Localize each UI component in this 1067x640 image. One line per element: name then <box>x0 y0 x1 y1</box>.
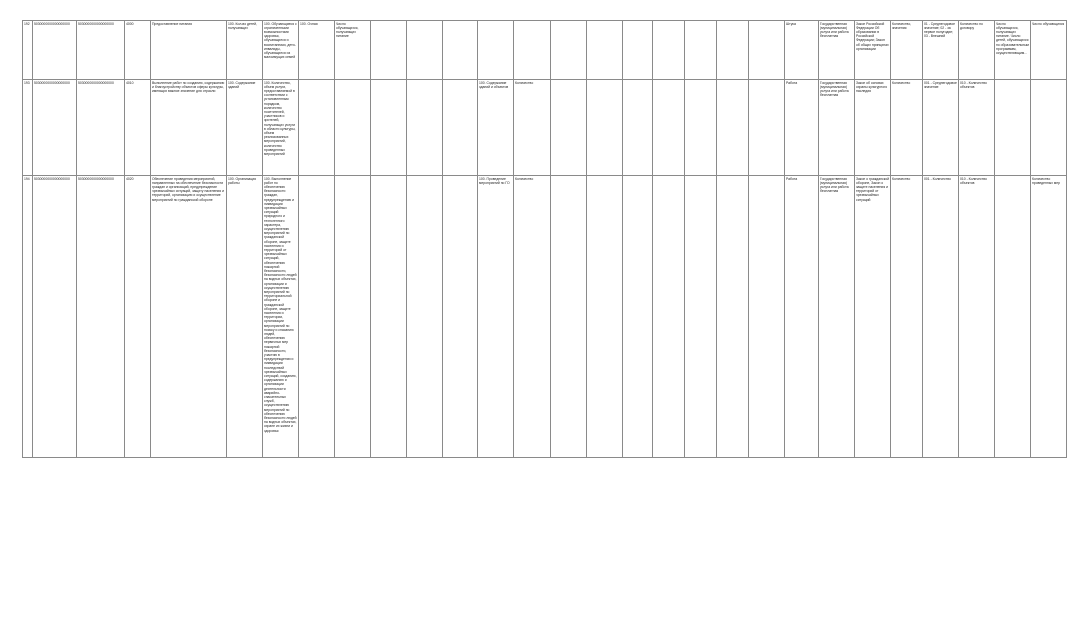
cell-text: 100. Содержание зданий и объектов <box>479 80 509 89</box>
table-cell <box>125 21 151 80</box>
cell-text: 4020 <box>126 176 134 181</box>
table-cell <box>749 176 785 458</box>
cell-text: 4010 <box>126 80 134 85</box>
table-cell <box>23 176 33 458</box>
table-cell <box>891 21 923 80</box>
table-cell <box>478 80 514 176</box>
table-cell <box>653 176 685 458</box>
table-cell <box>785 80 819 176</box>
table-cell <box>371 21 407 80</box>
table-cell <box>514 80 551 176</box>
table-cell <box>151 21 227 80</box>
cell-text: Предоставление питания <box>152 21 193 26</box>
table-cell <box>227 176 263 458</box>
table-cell <box>653 80 685 176</box>
table-cell <box>371 80 407 176</box>
cell-text: Государственная (муниципальная) услуга или работа бесплатная <box>820 80 850 98</box>
cell-text: Закон о гражданской обороне, Закон о защите населения и территорий от чрезвычайных ситуаций <box>856 176 890 202</box>
table-cell <box>514 21 551 80</box>
cell-text: 4000 <box>126 21 134 26</box>
table-cell <box>923 176 959 458</box>
table-cell <box>785 21 819 80</box>
table-cell <box>371 176 407 458</box>
table-cell <box>77 176 125 458</box>
cell-text: Государственная (муниципальная) услуга или работа бесплатная <box>820 21 850 39</box>
table-cell <box>77 80 125 176</box>
table-cell <box>995 80 1031 176</box>
cell-text: Штука <box>786 21 796 26</box>
table-cell <box>1031 176 1067 458</box>
table-cell <box>819 176 855 458</box>
table-cell <box>299 176 335 458</box>
cell-text: Число обучающихся, получающих питание. Число детей, обучающихся по образовательным программам, осуществляющим... <box>996 21 1030 55</box>
table-cell <box>33 21 77 80</box>
table-cell <box>995 176 1031 458</box>
table-cell <box>959 80 995 176</box>
table-row <box>23 176 1067 458</box>
table-cell <box>335 21 371 80</box>
table-cell <box>263 176 299 458</box>
table-cell <box>551 176 587 458</box>
cell-text: 5030000000000000000 <box>78 176 114 181</box>
cell-text: Количество <box>892 176 911 181</box>
cell-text: Количество <box>515 176 534 181</box>
table-cell <box>478 21 514 80</box>
table-cell <box>891 176 923 458</box>
cell-text: Выполнение работ по созданию, содержанию и благоустройству объектов сферы культуры, имеющих важное значение для отрасли <box>152 80 226 93</box>
cell-text: 001 - Среднегодовое значение <box>924 80 958 89</box>
table-cell <box>819 21 855 80</box>
cell-text: Работа <box>786 176 798 181</box>
cell-text: 01 - Среднегодовое значение; 02 - за первое полугодие; 03 - Внешний <box>924 21 956 39</box>
table-cell <box>587 176 623 458</box>
table-cell <box>1031 80 1067 176</box>
cell-text: Закон об основах охраны культурного наследия <box>856 80 889 93</box>
cell-text: 192 <box>24 21 30 26</box>
table-cell <box>151 176 227 458</box>
cell-text: 193 <box>24 80 30 85</box>
table-cell <box>923 21 959 80</box>
table-cell <box>623 80 653 176</box>
table-cell <box>995 21 1031 80</box>
cell-text: 100. Обучающиеся с ограниченными возможностями здоровья, обучающиеся и воспитанники, дети-инвалиды, обучающиеся из малоимущих семей <box>264 21 298 60</box>
table-cell <box>227 80 263 176</box>
table-cell <box>125 176 151 458</box>
table-cell <box>514 176 551 458</box>
table-cell <box>23 21 33 80</box>
table-cell <box>891 80 923 176</box>
table-cell <box>785 176 819 458</box>
table-cell <box>551 21 587 80</box>
table-cell <box>335 80 371 176</box>
table-cell <box>551 80 587 176</box>
cell-text: Работа <box>786 80 798 85</box>
table-cell <box>443 176 478 458</box>
cell-text: Обеспечение проведения мероприятий, направленных на обеспечение безопасности граждан и организаций, предупреждение чрезвычайных ситуаций, защиту населения и территорий, организацию и осуществление мероприятий по гражданской обороне <box>152 176 225 202</box>
cell-text: 194 <box>24 176 30 181</box>
table-cell <box>923 80 959 176</box>
table-cell <box>587 80 623 176</box>
cell-text: Количество <box>892 80 911 85</box>
cell-text: Количество, значения <box>892 21 913 30</box>
cell-text: 100. Выполнение работ по обеспечению безопасности граждан, предупреждению и ликвидации чрезвычайных ситуаций природного и техногенного характера, осуществлению мероприятий по гражданской обороне, защите населения и территорий от чрезвычайных ситуаций, обеспечению пожарной безопасности, безопасности людей на водных объектах, организации и осуществлению мероприятий по территориальной обороне и гражданской обороне, защите населения и территории, организации мероприятий по поиску и спасанию людей, обеспечению первичных мер пожарной безопасности, участию в предупреждении и ликвидации последствий чрезвычайных ситуаций, созданию, содержанию и организации деятельности аварийно-спасательных служб, осуществлению мероприятий по обеспечению безопасности людей на водных объектах, охране их жизни и здоровья <box>264 176 298 433</box>
table-cell <box>959 176 995 458</box>
table-cell <box>717 80 749 176</box>
cell-text: Количество проведенных мер <box>1032 176 1060 185</box>
table-cell <box>77 21 125 80</box>
table-cell <box>1031 21 1067 80</box>
table-cell <box>443 80 478 176</box>
table-cell <box>227 21 263 80</box>
table-cell <box>855 176 891 458</box>
table-cell <box>335 176 371 458</box>
cell-text: 100. Количество, объем услуги, предоставляемой в соответствии с установленным порядком, количество посетителей, участников и зрителей, получающих услуги в области культуры, объем реализованных мероприятий, количество проведенных мероприятий <box>264 80 297 156</box>
table-cell <box>33 176 77 458</box>
data-table <box>22 20 1067 458</box>
table-cell <box>407 176 443 458</box>
table-row <box>23 80 1067 176</box>
table-cell <box>33 80 77 176</box>
cell-text: Число обучающихся, получающих питание <box>336 21 360 39</box>
table-cell <box>299 21 335 80</box>
cell-text: 100. Содержание зданий <box>228 80 257 89</box>
table-cell <box>685 176 717 458</box>
cell-text: 5030000000000000000 <box>34 176 70 181</box>
table-cell <box>653 21 685 80</box>
table-cell <box>407 21 443 80</box>
cell-text: 100. Проведение мероприятий по ГО <box>479 176 510 185</box>
cell-text: 5030000000000000000 <box>78 80 114 85</box>
cell-text: 100. Организация работы <box>228 176 257 185</box>
table-cell <box>855 21 891 80</box>
cell-text: Государственная (муниципальная) услуга или работа бесплатная <box>820 176 850 194</box>
table-cell <box>125 80 151 176</box>
table-cell <box>819 80 855 176</box>
table-cell <box>685 80 717 176</box>
table-cell <box>623 176 653 458</box>
cell-text: 100. Очная <box>300 21 318 26</box>
table-cell <box>263 21 299 80</box>
cell-text: 100. Кол-во детей, получающих <box>228 21 258 30</box>
table-cell <box>23 80 33 176</box>
cell-text: 5030000000000000000 <box>78 21 114 26</box>
table-cell <box>749 80 785 176</box>
cell-text: Число обучающихся <box>1032 21 1065 26</box>
table-cell <box>623 21 653 80</box>
table-cell <box>407 80 443 176</box>
table-cell <box>263 80 299 176</box>
cell-text: 001 - Количество <box>924 176 951 181</box>
cell-text: 5030000000000000000 <box>34 80 70 85</box>
table-row <box>23 21 1067 80</box>
table-cell <box>685 21 717 80</box>
table-cell <box>717 21 749 80</box>
cell-text: Количество <box>515 80 534 85</box>
table-cell <box>478 176 514 458</box>
table-cell <box>443 21 478 80</box>
table-cell <box>855 80 891 176</box>
cell-text: 010 - Количество объектов <box>960 80 988 89</box>
table-cell <box>587 21 623 80</box>
cell-text: 010 - Количество объектов <box>960 176 988 185</box>
table-cell <box>151 80 227 176</box>
table-cell <box>959 21 995 80</box>
table-cell <box>299 80 335 176</box>
cell-text: Количество по договору <box>960 21 984 30</box>
cell-text: Закон Российской Федерации Об образовании в Российской Федерации; Закон об общих принципах организации <box>856 21 890 51</box>
table-cell <box>749 21 785 80</box>
table-cell <box>717 176 749 458</box>
cell-text: 5030000000000000000 <box>34 21 70 26</box>
